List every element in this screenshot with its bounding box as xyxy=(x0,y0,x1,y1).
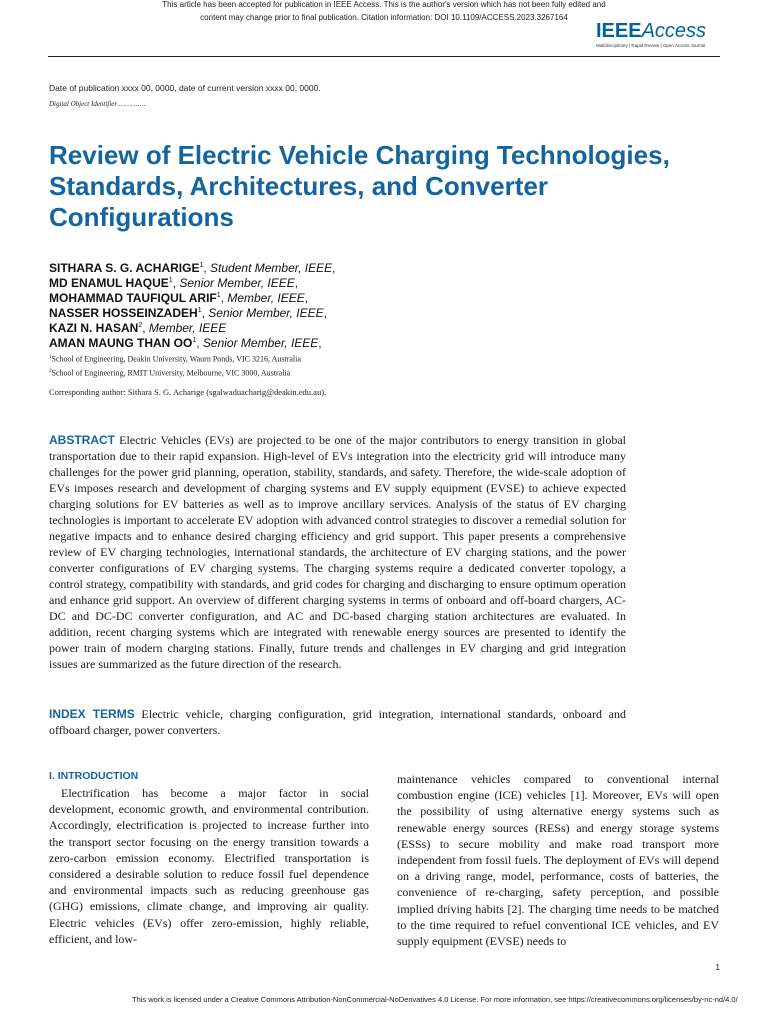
paper-title: Review of Electric Vehicle Charging Technologies, Standards, Architectures, and Converter Configurations xyxy=(49,140,670,232)
author: MOHAMMAD TAUFIQUL ARIF$^1$, Member, IEEE, xyxy=(49,291,309,305)
abstract xyxy=(49,432,626,672)
logo-tagline: Multidisciplinary | Rapid Review | Open Access Journal xyxy=(596,43,706,48)
notice-line-2: content may change prior to final publication. Citation information: DOI 10.1109/ACCESS.2023.3267164 xyxy=(200,13,568,22)
affiliation: $^1$School of Engineering, Deakin University, Waurn Ponds, VIC 3216, Australia xyxy=(49,354,301,364)
license-footer: This work is licensed under a Creative Commons Attribution-NonCommercial-NoDerivatives 4.0 License. For more information, see https://creativecommons.org/licenses/by-nc-nd/4.0/ xyxy=(132,995,738,1004)
author: AMAN MAUNG THAN $OO^1$, Senior Member, IEEE, xyxy=(49,336,322,350)
author: KAZI N. HASAN$^2$, Member, IEEE xyxy=(49,321,227,335)
doi-line: Digital Object Identifier …………. xyxy=(49,100,146,108)
logo-ieee: IEEE xyxy=(596,20,642,42)
index-terms-heading: INDEX TERMS xyxy=(49,707,135,721)
notice-line-1: This article has been accepted for publication in IEEE Access. This is the author's version which has not been fully edited and xyxy=(162,0,606,9)
intro-column-right: maintenance vehicles compared to conventional internal combustion engine (ICE) vehicles [1]. Moreover, EVs will open the possibility of using alternative energy systems such as renewable energy sources (RESs) and energy storage systems (ESSs) to secure mobility and make road transport more independent from fossil fuels. The deployment of EVs will depend on a driving range, model, performance, costs of batteries, the convenience of re-charging, safety perception, and possible implied driving habits [2]. The charging time needs to be matched to the time required to refuel conventional ICE vehicles, and EV supply equipment (EVSE) needs to xyxy=(397,772,719,949)
author: MD ENAMUL HAQUE$^1$, Senior Member, IEEE, xyxy=(49,276,299,290)
abstract-text: Electric Vehicles (EVs) are projected to be one of the major contributors to energy transition in global transportation due to their rapid expansion. High-level of EVs integration into the electricity grid will introduce many challenges for the power grid planning, operation, stability, standards, and safety. Therefore, the wide-scale adoption of EVs imposes research and development of charging systems and EV supply equipment (EVSE) to achieve expected charging solutions for EV batteries as well as to improve ancillary services. Analysis of the status of EV charging technologies is important to accelerate EV adoption with advanced control strategies to discover a remedial solution for negative impacts and to enhance desired charging efficiency and grid support. This paper presents a comprehensive review of EV charging technologies, international standards, the architecture of EV charging stations, and the power converter configurations of EV charging systems. The charging systems require a dedicated converter topology, a control strategy, compatibility with standards, and grid codes for charging and discharging to ensure optimum operation and enhance grid support. An overview of different charging systems in terms of onboard and off-board chargers, AC-DC and DC-DC converter configuration, and AC and DC-based charging station architectures are evaluated. In addition, recent charging systems which are integrated with renewable energy sources are presented to identify the power train of modern charging stations. Finally, future trends and challenges in EV charging and grid integration issues are summarized as the future direction of the research. xyxy=(49,433,626,671)
page-number: 1 xyxy=(715,963,720,972)
header-rule xyxy=(48,56,720,57)
intro-column-left: Electrification has become a major factor in social development, economic growth, and environmental contribution. Accordingly, electrification is projected to increase further into the transport sector focusing on the energy transition towards a zero-carbon emission economy. Electrified transportation is considered a desirable solution to reduce fossil fuel dependence and environmental impacts such as reducing greenhouse gas (GHG) emissions, climate change, and improving air quality. Electric vehicles (EVs) offer zero-emission, highly reliable, efficient, and low- xyxy=(49,786,369,946)
abstract-heading: ABSTRACT xyxy=(49,433,115,447)
publication-date: Date of publication xxxx 00, 0000, date of current version xxxx 00, 0000. xyxy=(49,83,321,93)
index-terms-text: Electric vehicle, charging configuration, grid integration, international standards, onboard and offboard charger, power converters. xyxy=(49,707,627,737)
author: SITHARA S. G. ACHARIGE$^1$, Student Member, IEEE, xyxy=(49,261,336,275)
logo-access: Access xyxy=(641,20,707,42)
corresponding-author: Corresponding author: Sithara S. G. Acharige (sgalwaduacharig@deakin.edu.au). xyxy=(49,387,327,397)
section-heading-introduction: I. INTRODUCTION xyxy=(49,770,139,782)
ieee-access-logo xyxy=(596,20,726,56)
affiliations xyxy=(49,352,301,379)
index-terms xyxy=(49,706,626,738)
author-list xyxy=(49,261,649,351)
author: NASSER HOSSEINZADEH$^1$, Senior Member, IEEE, xyxy=(49,306,327,320)
affiliation: $^2$School of Engineering, RMIT University, Melbourne, VIC 3000, Australia xyxy=(49,368,291,378)
